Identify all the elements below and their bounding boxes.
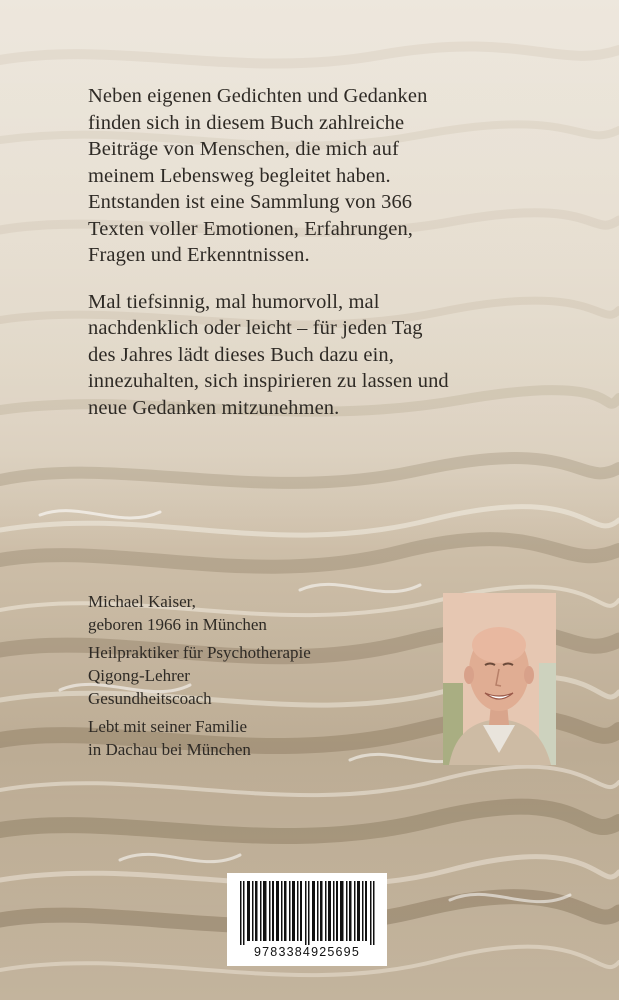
blurb-line: Neben eigenen Gedichten und Gedanken	[88, 85, 428, 107]
author-home-line: Lebt mit seiner Familie	[88, 717, 248, 736]
author-birth: geboren 1966 in München	[88, 615, 267, 634]
blurb-line: des Jahres lädt dieses Buch dazu ein,	[88, 343, 394, 366]
author-name: Michael Kaiser,	[88, 592, 196, 611]
isbn-number: 9783384925695	[254, 945, 360, 959]
blurb-line: nachdenklich oder leicht – für jeden Tag	[88, 317, 423, 339]
blurb-line: innezuhalten, sich inspirieren zu lassen und	[88, 370, 449, 392]
blurb-line: Mal tiefsinnig, mal humorvoll, mal	[88, 290, 380, 313]
blurb-paragraph-2	[88, 289, 558, 422]
blurb-line: Fragen und Erkenntnissen.	[88, 244, 310, 266]
blurb-line: finden sich in diesem Buch zahlreiche	[88, 111, 405, 134]
author-photo	[443, 593, 556, 765]
author-portrait-image	[443, 593, 556, 765]
author-role: Qigong-Lehrer	[88, 666, 190, 685]
author-residence	[88, 715, 428, 761]
blurb-line: neue Gedanken mitzunehmen.	[88, 396, 340, 419]
blurb-line: Texten voller Emotionen, Erfahrungen,	[88, 217, 414, 240]
blurb-paragraph-1	[88, 83, 558, 269]
blurb-line: Beiträge von Menschen, die mich auf	[88, 138, 399, 160]
author-identity	[88, 590, 428, 636]
back-cover-blurb	[88, 83, 558, 441]
blurb-line: Entstanden ist eine Sammlung von 366	[88, 191, 413, 213]
barcode-bars	[238, 881, 376, 945]
isbn-barcode	[227, 873, 387, 966]
blurb-line: meinem Lebensweg begleitet haben.	[88, 164, 391, 187]
author-home-line: in Dachau bei München	[88, 740, 251, 759]
author-roles	[88, 641, 428, 710]
author-bio	[88, 590, 428, 766]
author-role: Heilpraktiker für Psychotherapie	[88, 643, 311, 662]
author-role: Gesundheitscoach	[88, 689, 212, 708]
